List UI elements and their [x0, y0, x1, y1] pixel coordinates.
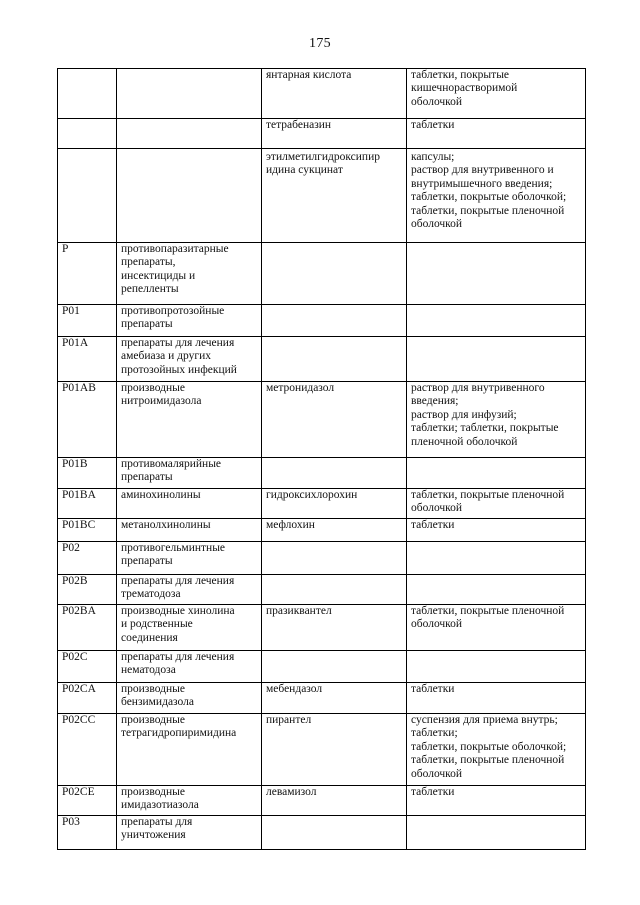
pharm-group-cell: противомалярийные препараты: [117, 458, 262, 489]
pharm-group-cell: метанолхинолины: [117, 519, 262, 542]
table-row: [58, 458, 586, 489]
pharm-group-cell: препараты для уничтожения: [117, 816, 262, 850]
table-row: [58, 337, 586, 382]
drug-name-cell: метронидазол: [262, 382, 407, 458]
atc-code-cell: P02: [58, 542, 117, 575]
table-row: [58, 489, 586, 519]
table-row: [58, 519, 586, 542]
atc-code-cell: P01AB: [58, 382, 117, 458]
drug-name-cell: гидроксихлорохин: [262, 489, 407, 519]
dosage-form-cell: раствор для внутривенного введения; раствор для инфузий; таблетки; таблетки, покрытые пленочной оболочкой: [407, 382, 586, 458]
dosage-form-cell: таблетки: [407, 119, 586, 149]
table-row: [58, 305, 586, 337]
atc-code-cell: P02CC: [58, 714, 117, 786]
table-row: [58, 382, 586, 458]
drug-name-cell: мебендазол: [262, 683, 407, 714]
pharm-group-cell: препараты для лечения трематодоза: [117, 575, 262, 605]
dosage-form-cell: [407, 305, 586, 337]
dosage-form-cell: таблетки: [407, 519, 586, 542]
atc-code-cell: P02BA: [58, 605, 117, 651]
pharm-group-cell: [117, 149, 262, 243]
drug-name-cell: янтарная кислота: [262, 69, 407, 119]
drug-name-cell: [262, 575, 407, 605]
drug-name-cell: левамизол: [262, 786, 407, 816]
dosage-form-cell: [407, 816, 586, 850]
table-row: [58, 714, 586, 786]
atc-code-cell: P01B: [58, 458, 117, 489]
drug-name-cell: [262, 816, 407, 850]
table-row: [58, 69, 586, 119]
drug-name-cell: [262, 458, 407, 489]
drug-name-cell: [262, 337, 407, 382]
atc-code-cell: P03: [58, 816, 117, 850]
atc-code-cell: P02C: [58, 651, 117, 683]
dosage-form-cell: [407, 651, 586, 683]
atc-code-cell: P02B: [58, 575, 117, 605]
dosage-form-cell: капсулы; раствор для внутривенного и внутримышечного введения; таблетки, покрытые оболочкой; таблетки, покрытые пленочной оболочкой: [407, 149, 586, 243]
pharm-group-cell: производные хинолина и родственные соединения: [117, 605, 262, 651]
page-number: 175: [309, 36, 331, 51]
table-row: [58, 542, 586, 575]
atc-code-cell: [58, 119, 117, 149]
atc-code-cell: P: [58, 243, 117, 305]
drug-name-cell: [262, 651, 407, 683]
pharm-group-cell: производные нитроимидазола: [117, 382, 262, 458]
table-row: [58, 119, 586, 149]
table-row: [58, 575, 586, 605]
drug-name-cell: тетрабеназин: [262, 119, 407, 149]
drug-name-cell: [262, 542, 407, 575]
pharm-group-cell: производные бензимидазола: [117, 683, 262, 714]
atc-code-cell: [58, 69, 117, 119]
dosage-form-cell: суспензия для приема внутрь; таблетки; таблетки, покрытые оболочкой; таблетки, покрытые пленочной оболочкой: [407, 714, 586, 786]
dosage-form-cell: [407, 575, 586, 605]
dosage-form-cell: [407, 542, 586, 575]
table-row: [58, 651, 586, 683]
pharm-group-cell: [117, 119, 262, 149]
atc-code-cell: P01BC: [58, 519, 117, 542]
dosage-form-cell: [407, 337, 586, 382]
drug-name-cell: этилметилгидроксипир идина сукцинат: [262, 149, 407, 243]
medicines-table: [57, 68, 586, 850]
pharm-group-cell: [117, 69, 262, 119]
table-row: [58, 243, 586, 305]
dosage-form-cell: таблетки: [407, 786, 586, 816]
pharm-group-cell: противогельминтные препараты: [117, 542, 262, 575]
drug-name-cell: [262, 305, 407, 337]
atc-code-cell: [58, 149, 117, 243]
drug-name-cell: празиквантел: [262, 605, 407, 651]
atc-code-cell: P02CA: [58, 683, 117, 714]
pharm-group-cell: производные имидазотиазола: [117, 786, 262, 816]
drug-name-cell: пирантел: [262, 714, 407, 786]
table-row: [58, 605, 586, 651]
table-row: [58, 816, 586, 850]
dosage-form-cell: таблетки, покрытые пленочной оболочкой: [407, 489, 586, 519]
atc-code-cell: P01: [58, 305, 117, 337]
dosage-form-cell: таблетки: [407, 683, 586, 714]
dosage-form-cell: [407, 243, 586, 305]
dosage-form-cell: таблетки, покрытые кишечнорастворимой оболочкой: [407, 69, 586, 119]
drug-name-cell: мефлохин: [262, 519, 407, 542]
table-row: [58, 149, 586, 243]
dosage-form-cell: таблетки, покрытые пленочной оболочкой: [407, 605, 586, 651]
atc-code-cell: P02CE: [58, 786, 117, 816]
pharm-group-cell: препараты для лечения амебиаза и других протозойных инфекций: [117, 337, 262, 382]
pharm-group-cell: аминохинолины: [117, 489, 262, 519]
pharm-group-cell: препараты для лечения нематодоза: [117, 651, 262, 683]
drug-name-cell: [262, 243, 407, 305]
pharm-group-cell: противопротозойные препараты: [117, 305, 262, 337]
pharm-group-cell: противопаразитарные препараты, инсектициды и репелленты: [117, 243, 262, 305]
table-row: [58, 786, 586, 816]
atc-code-cell: P01BA: [58, 489, 117, 519]
atc-code-cell: P01A: [58, 337, 117, 382]
pharm-group-cell: производные тетрагидропиримидина: [117, 714, 262, 786]
dosage-form-cell: [407, 458, 586, 489]
table-row: [58, 683, 586, 714]
